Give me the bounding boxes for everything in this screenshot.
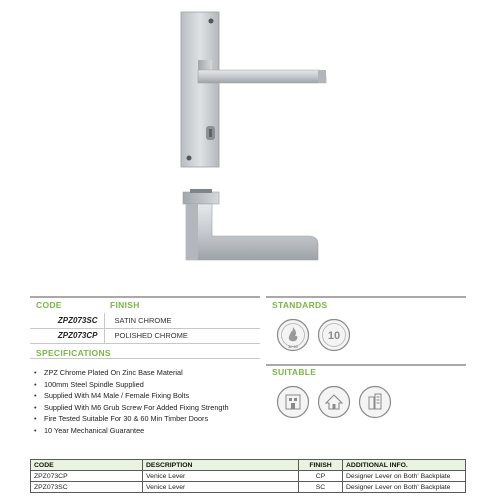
table-cell: Venice Lever [143, 482, 299, 493]
list-item: • Supplied With M6 Grub Screw For Added Fixing Strength [34, 402, 274, 414]
code-cell: ZPZ073SC [30, 313, 104, 328]
table-row [30, 313, 260, 328]
standards-heading: STANDARDS [272, 300, 328, 310]
screw-hole-bottom [187, 156, 192, 161]
suitable-heading: SUITABLE [272, 367, 317, 377]
column-header: FINISH [299, 460, 343, 471]
domestic-house-icon [317, 385, 351, 419]
list-item: • Fire Tested Suitable For 30 & 60 Min Timber Doors [34, 413, 274, 425]
table-cell: Venice Lever [143, 471, 299, 482]
svg-text:10: 10 [327, 330, 341, 342]
table-cell: CP [299, 471, 343, 482]
list-item: • ZPZ Chrome Plated On Zinc Base Material [34, 367, 274, 379]
suitable-badges [276, 385, 392, 419]
specifications-rule [30, 358, 260, 359]
column-header: ADDITIONAL INFO. [343, 460, 466, 471]
suitable-rule [266, 364, 466, 366]
specifications-heading: SPECIFICATIONS [36, 348, 111, 358]
list-item: • 100mm Steel Spindle Supplied [34, 379, 274, 391]
column-header: DESCRIPTION [143, 460, 299, 471]
lower-lever [183, 189, 318, 260]
finish-cell: POLISHED CHROME [104, 328, 260, 343]
table-cell: Designer Lever on Both' Backplate [343, 482, 466, 493]
code-finish-table [30, 313, 260, 344]
table-row [31, 482, 466, 493]
fire-rated-badge-icon [276, 318, 310, 352]
column-header: CODE [31, 460, 143, 471]
finish-header: FINISH [110, 300, 140, 310]
table-cell: ZPZ073SC [31, 482, 143, 493]
specifications-list [34, 367, 274, 436]
table-row [30, 328, 260, 343]
table-cell: ZPZ073CP [31, 471, 143, 482]
product-info-table [30, 459, 466, 493]
code-header: CODE [36, 300, 62, 310]
backplate [181, 12, 219, 167]
table-header-row [31, 460, 466, 471]
code-cell: ZPZ073CP [30, 328, 104, 343]
standards-badges [276, 318, 351, 352]
code-table-rule [30, 296, 260, 298]
commercial-building-icon [358, 385, 392, 419]
guarantee-10-badge-icon [317, 318, 351, 352]
standards-rule [266, 296, 466, 298]
office-commercial-icon [276, 385, 310, 419]
screw-hole-top [209, 19, 214, 24]
svg-text:30 60: 30 60 [287, 344, 299, 349]
table-row [31, 471, 466, 482]
list-item: • Supplied With M4 Male / Female Fixing Bolts [34, 390, 274, 402]
table-cell: SC [299, 482, 343, 493]
finish-cell: SATIN CHROME [104, 313, 260, 328]
table-cell: Designer Lever on Both' Backplate [343, 471, 466, 482]
list-item: • 10 Year Mechanical Guarantee [34, 425, 274, 437]
